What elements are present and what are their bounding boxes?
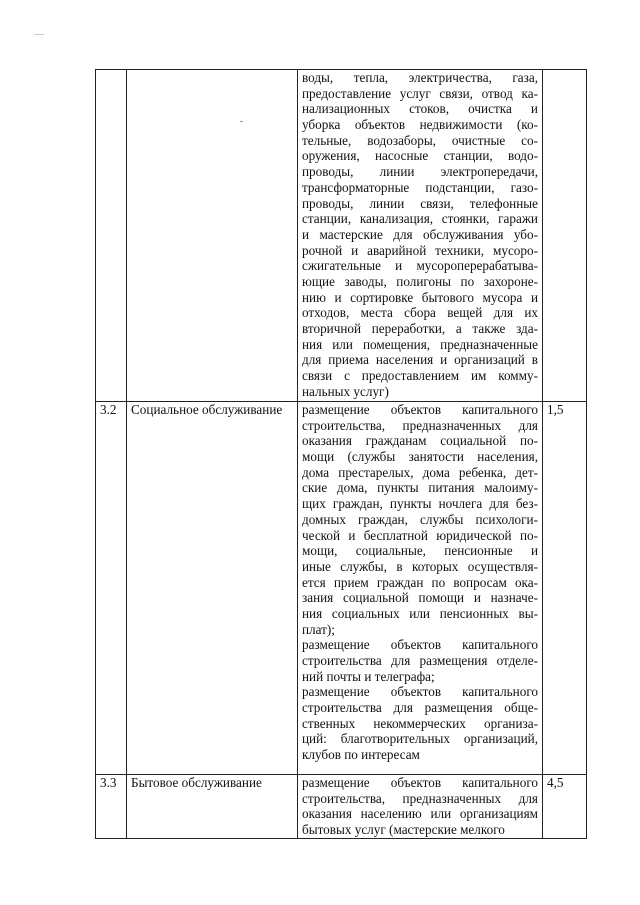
description-line: сжигательные и мусороперерабатыва- <box>302 258 538 274</box>
description-line: ний почты и телеграфа; <box>302 668 435 684</box>
description-line: ские дома, пункты питания малоиму- <box>302 480 538 496</box>
description-line: проводы, линии электропередачи, <box>302 164 538 180</box>
description-line: размещение объектов капитального <box>302 402 538 417</box>
use-type-name: Бытовое обслуживание <box>127 775 298 839</box>
description-line: бытовых услуг (мастерские мелкого <box>302 822 505 838</box>
use-type-description <box>298 70 543 402</box>
description-line: мощи (службы занятости населения, <box>302 449 538 465</box>
description-line: нальных услуг) <box>302 383 389 399</box>
use-type-description <box>298 402 543 775</box>
description-line: плат); <box>302 621 335 637</box>
description-line: ственных некоммерческих организа- <box>302 715 538 731</box>
description-line: для приема населения и организаций в <box>302 352 538 368</box>
description-line: размещение объектов капитального <box>302 637 538 653</box>
use-type-name <box>127 70 298 402</box>
use-type-description <box>298 775 543 839</box>
description-line: строительства для размещения обще- <box>302 700 538 716</box>
description-line: ется прием граждан по вопросам ока- <box>302 574 538 590</box>
description-line: связи с предоставлением им комму- <box>302 368 538 384</box>
description-line: дома престарелых, дома ребенка, дет- <box>302 464 538 480</box>
description-line: воды, тепла, электричества, газа, <box>302 70 538 85</box>
description-line: размещение объектов капитального <box>302 684 538 700</box>
description-line: ющие заводы, полигоны по захороне- <box>302 273 538 289</box>
description-line: проводы, линии связи, телефонные <box>302 195 538 211</box>
description-line: щих граждан, пункты ночлега для без- <box>302 496 538 512</box>
table-row <box>96 70 587 402</box>
description-line: клубов по интересам <box>302 747 420 763</box>
description-line: ций: благотворительных организаций, <box>302 731 538 747</box>
land-use-table <box>95 69 587 839</box>
description-line: станции, канализация, стоянки, гаражи <box>302 211 538 227</box>
code-value <box>543 70 587 402</box>
description-line: ния или помещения, предназначенные <box>302 336 538 352</box>
use-type-name: Социальное обслуживание <box>127 402 298 775</box>
description-line: уборка объектов недвижимости (ко- <box>302 117 538 133</box>
code-value: 1,5 <box>543 402 587 775</box>
description-line: домных граждан, службы психологи- <box>302 511 538 527</box>
code-value: 4,5 <box>543 775 587 839</box>
scan-mark <box>34 34 44 35</box>
description-line: размещение объектов капитального <box>302 775 538 790</box>
description-line: строительства, предназначенных для <box>302 790 538 806</box>
row-number <box>96 70 127 402</box>
description-line: оружения, насосные станции, водо- <box>302 148 538 164</box>
description-line: вторичной переработки, а также зда- <box>302 321 538 336</box>
row-number: 3.3 <box>96 775 127 839</box>
description-line: предоставление услуг связи, отвод ка- <box>302 85 538 101</box>
description-line: иные службы, в которых осуществля- <box>302 558 538 574</box>
description-line: нию и сортировке бытового мусора и <box>302 289 538 305</box>
description-line: ческой и бесплатной юридической по- <box>302 527 538 543</box>
row-number: 3.2 <box>96 402 127 775</box>
description-line: оказания населению или организациям <box>302 806 538 822</box>
description-line: нализационных стоков, очистка и <box>302 101 538 117</box>
description-line: зания социальной помощи и назначе- <box>302 590 538 606</box>
description-line: ния социальных или пенсионных вы- <box>302 605 538 621</box>
description-line: мощи, социальные, пенсионные и <box>302 543 538 559</box>
description-line: строительства, предназначенных для <box>302 417 538 433</box>
description-line: оказания гражданам социальной по- <box>302 433 538 449</box>
table-row <box>96 402 587 775</box>
table-row <box>96 775 587 839</box>
description-line: трансформаторные подстанции, газо- <box>302 179 538 195</box>
description-line: отходов, места сбора вещей для их <box>302 305 538 321</box>
description-line: тельные, водозаборы, очистные со- <box>302 132 538 148</box>
description-line: рочной и аварийной техники, мусоро- <box>302 242 538 258</box>
description-line: строительства для размещения отделе- <box>302 653 538 668</box>
description-line: и мастерские для обслуживания убо- <box>302 226 538 242</box>
